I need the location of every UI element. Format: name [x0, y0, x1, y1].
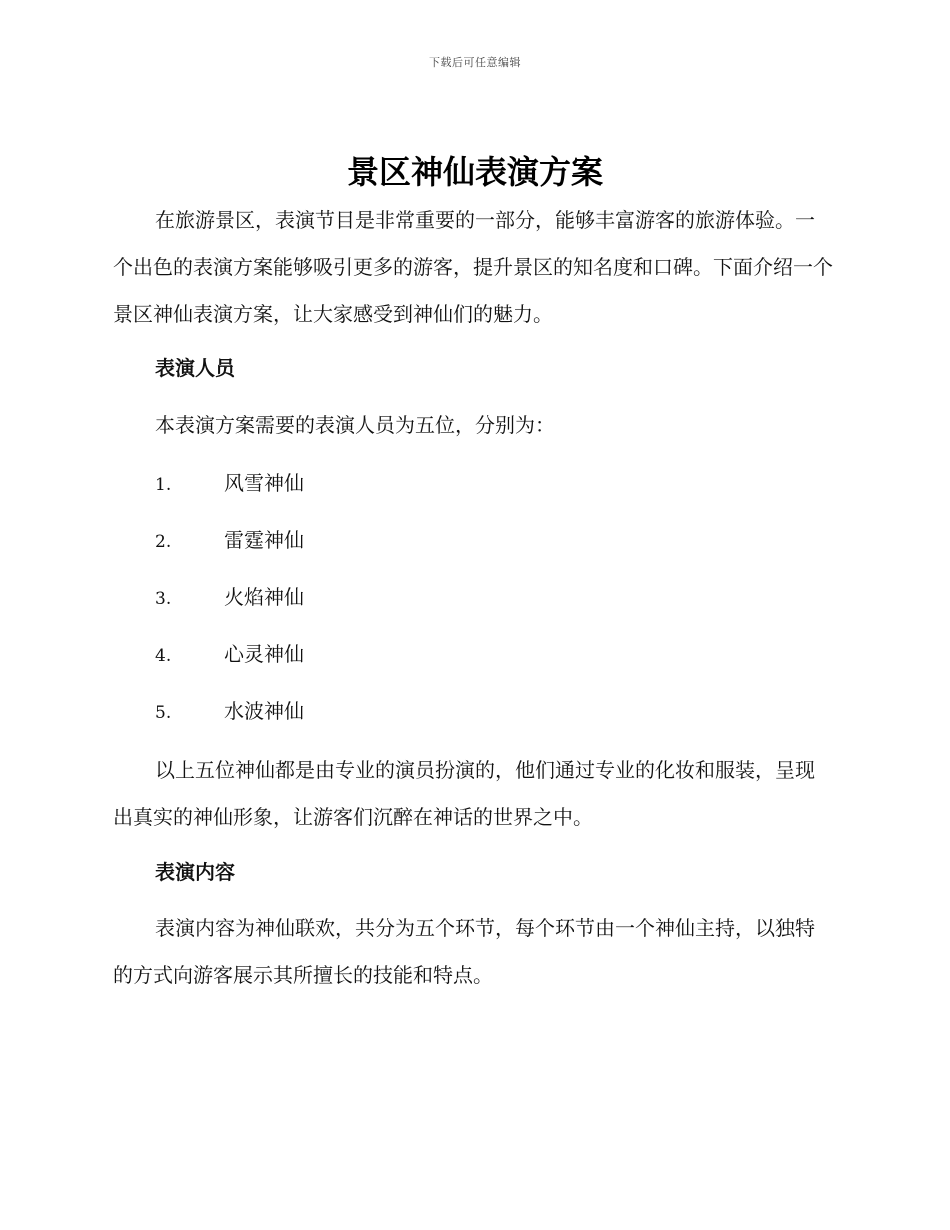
content-body-block	[113, 905, 833, 999]
list-item	[113, 512, 833, 569]
list-item-text: 风雪神仙	[224, 471, 304, 495]
section-heading-performers: 表演人员	[155, 356, 235, 380]
section-performers	[113, 345, 833, 392]
list-item-text: 火焰神仙	[224, 585, 304, 609]
document-title: 景区神仙表演方案	[346, 153, 603, 191]
section-content	[113, 849, 833, 896]
list-item	[113, 683, 833, 740]
list-item-text: 水波神仙	[224, 699, 304, 723]
list-item-text: 心灵神仙	[224, 642, 304, 666]
list-item-text: 雷霆神仙	[224, 528, 304, 552]
list-item-number: 3.	[155, 589, 172, 609]
content-paragraph: 表演内容为神仙联欢，共分为五个环节，每个环节由一个神仙主持，以独特的方式向游客展示其所擅长的技能和特点。	[113, 916, 815, 987]
intro-paragraph: 在旅游景区，表演节目是非常重要的一部分，能够丰富游客的旅游体验。一个出色的表演方案能够吸引更多的游客，提升景区的知名度和口碑。下面介绍一个景区神仙表演方案，让大家感受到神仙们的魅力。	[113, 208, 833, 326]
performers-summary: 以上五位神仙都是由专业的演员扮演的，他们通过专业的化妆和服装，呈现出真实的神仙形象，让游客们沉醉在神话的世界之中。	[113, 758, 815, 829]
list-item	[113, 626, 833, 683]
performers-list	[113, 455, 833, 740]
header-note: 下载后可任意编辑	[429, 56, 521, 69]
section-heading-content: 表演内容	[155, 860, 235, 884]
list-item	[113, 569, 833, 626]
list-item-number: 1.	[155, 475, 172, 495]
performers-lead-block	[113, 402, 833, 449]
performers-lead: 本表演方案需要的表演人员为五位，分别为：	[155, 413, 555, 437]
intro-section	[113, 197, 833, 338]
list-item-number: 4.	[155, 646, 172, 666]
performers-summary-block	[113, 747, 833, 841]
list-item	[113, 455, 833, 512]
list-item-number: 2.	[155, 532, 172, 552]
list-item-number: 5.	[155, 703, 172, 723]
